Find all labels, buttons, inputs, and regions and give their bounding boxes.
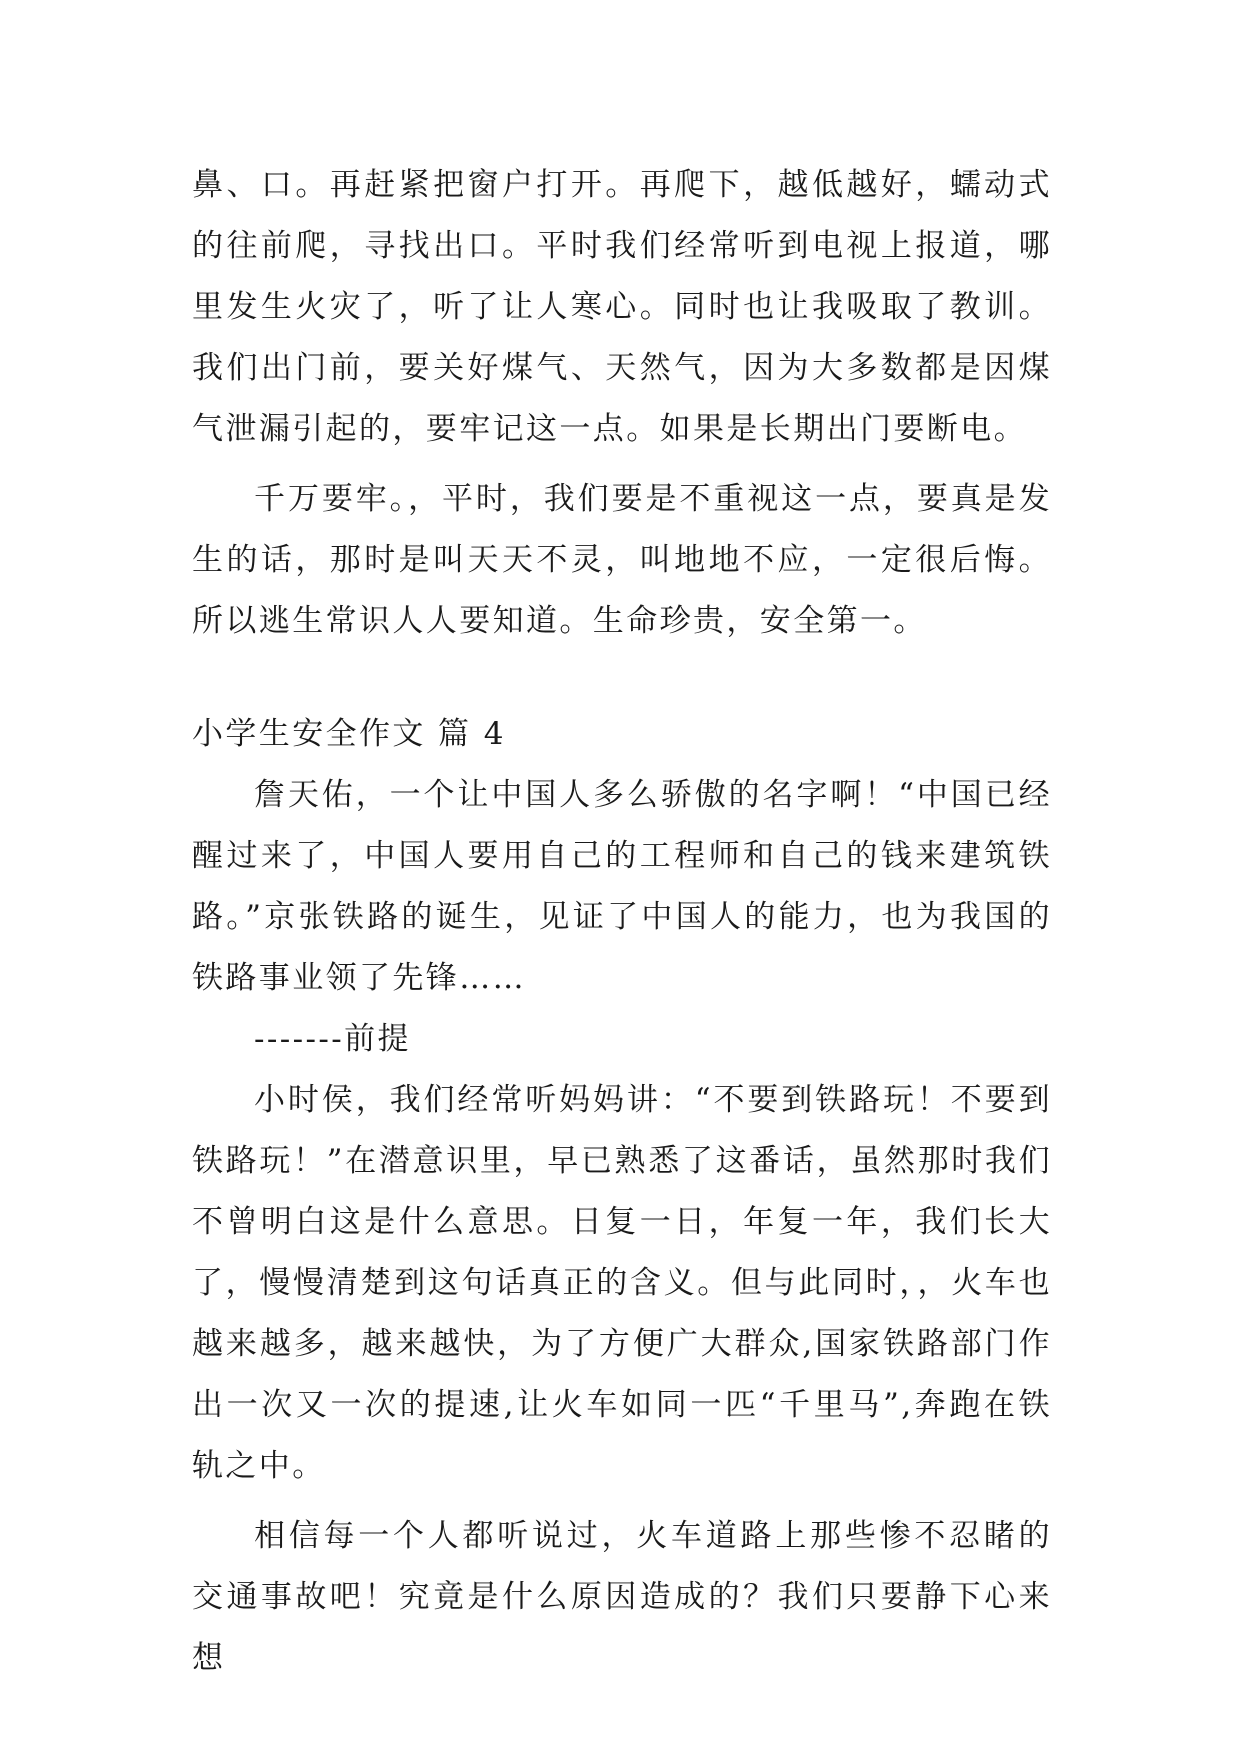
paragraph-body-1: 小时侯，我们经常听妈妈讲：“不要到铁路玩！不要到铁路玩！”在潜意识里，早已熟悉了这番话，虽然那时我们不曾明白这是什么意思。日复一日，年复一年，我们长大了，慢慢清楚到这句话真正的含义。但与此同时，，火车也越来越多，越来越快，为了方便广大群众,国家铁路部门作出一次又一次的提速,让火车如同一匹“千里马”,奔跑在铁轨之中。 [192, 1082, 1052, 1484]
paragraph-intro: 詹天佑，一个让中国人多么骄傲的名字啊！“中国已经醒过来了，中国人要用自己的工程师和自己的钱来建筑铁路。”京张铁路的诞生，见证了中国人的能力，也为我国的铁路事业领了先锋…… [192, 777, 1052, 996]
paragraph-safety-conclusion: 千万要牢。，平时，我们要是不重视这一点，要真是发生的话，那时是叫天天不灵，叫地地不应，一定很后悔。所以逃生常识人人要知道。生命珍贵，安全第一。 [192, 481, 1052, 639]
document-page [192, 155, 1052, 1689]
section-heading: 小学生安全作文 篇 4 [192, 716, 506, 752]
paragraph-continued: 鼻、口。再赶紧把窗户打开。再爬下，越低越好，蠕动式的往前爬，寻找出口。平时我们经常听到电视上报道，哪里发生火灾了，听了让人寒心。同时也让我吸取了教训。我们出门前，要关好煤气、天然气，因为大多数都是因煤气泄漏引起的，要牢记这一点。如果是长期出门要断电。 [192, 167, 1052, 447]
paragraph-body-2: 相信每一个人都听说过，火车道路上那些惨不忍睹的交通事故吧！究竟是什么原因造成的？我们只要静下心来想 [192, 1518, 1052, 1676]
paragraph-dash-label: -------前提 [254, 1021, 411, 1057]
